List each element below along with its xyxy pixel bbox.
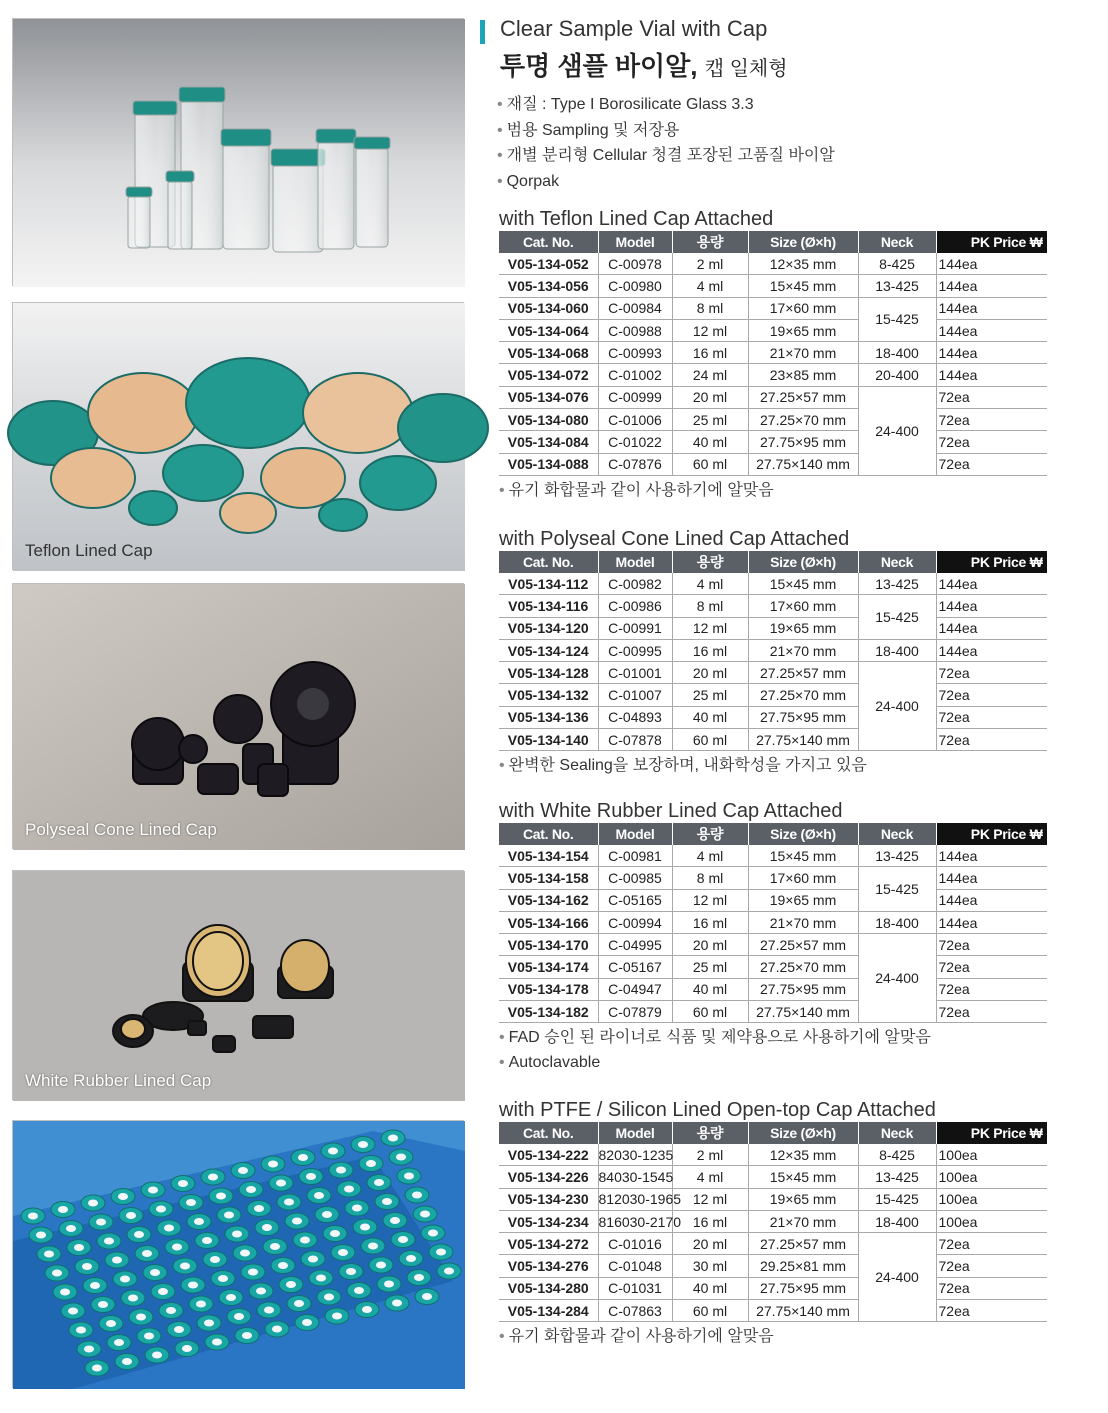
section-title: with Polyseal Cone Lined Cap Attached bbox=[499, 528, 850, 550]
table-row bbox=[499, 319, 1047, 341]
col-size: Size (Ø×h) bbox=[748, 1122, 858, 1144]
table-row bbox=[499, 867, 1047, 889]
cell-cat: V05-134-154 bbox=[499, 845, 598, 867]
cell-cat: V05-134-072 bbox=[499, 364, 598, 386]
cell-vol: 12 ml bbox=[672, 889, 748, 911]
cell-size: 27.25×57 mm bbox=[748, 934, 858, 956]
cell-vol: 60 ml bbox=[672, 1001, 748, 1023]
cell-size: 21×70 mm bbox=[748, 1210, 858, 1232]
cell-price: 72ea bbox=[936, 729, 1047, 751]
cell-vol: 60 ml bbox=[672, 729, 748, 751]
cell-cat: V05-134-088 bbox=[499, 453, 598, 475]
cell-cat: V05-134-226 bbox=[499, 1166, 598, 1188]
cell-size: 27.25×70 mm bbox=[748, 956, 858, 978]
cell-size: 19×65 mm bbox=[748, 617, 858, 639]
table-row bbox=[499, 617, 1047, 639]
cell-vol: 8 ml bbox=[672, 867, 748, 889]
cell-vol: 8 ml bbox=[672, 595, 748, 617]
cell-vol: 4 ml bbox=[672, 1166, 748, 1188]
cell-cat: V05-134-280 bbox=[499, 1277, 598, 1299]
section-teflon bbox=[499, 207, 1047, 503]
cell-vol: 30 ml bbox=[672, 1255, 748, 1277]
cell-cat: V05-134-170 bbox=[499, 934, 598, 956]
col-size: Size (Ø×h) bbox=[748, 823, 858, 845]
cell-vol: 16 ml bbox=[672, 911, 748, 933]
cell-price: 144ea bbox=[936, 595, 1047, 617]
product-table bbox=[499, 823, 1048, 1023]
cell-price: 72ea bbox=[936, 386, 1047, 408]
cell-neck: 13-425 bbox=[858, 845, 936, 867]
section-note: • 유기 화합물과 같이 사용하기에 알맞음 bbox=[499, 1324, 1047, 1349]
section-note: • FAD 승인 된 라이너로 식품 및 제약용으로 사용하기에 알맞음 bbox=[499, 1025, 1047, 1050]
cell-model: C-01002 bbox=[598, 364, 672, 386]
table-row bbox=[499, 934, 1047, 956]
photo-teflon-cap bbox=[12, 302, 464, 570]
cell-price: 144ea bbox=[936, 364, 1047, 386]
cell-size: 19×65 mm bbox=[748, 1188, 858, 1210]
cell-model: C-00988 bbox=[598, 319, 672, 341]
cell-price: 100ea bbox=[936, 1188, 1047, 1210]
polyseal-caption: Polyseal Cone Lined Cap bbox=[25, 820, 217, 839]
cell-cat: V05-134-128 bbox=[499, 662, 598, 684]
table-row bbox=[499, 431, 1047, 453]
table-row bbox=[499, 595, 1047, 617]
col-pk-price: PK Price ₩ bbox=[936, 551, 1047, 573]
section-ptfe-silicon bbox=[499, 1098, 1047, 1349]
cell-size: 19×65 mm bbox=[748, 319, 858, 341]
table-row bbox=[499, 662, 1047, 684]
cell-size: 21×70 mm bbox=[748, 639, 858, 661]
cell-vol: 40 ml bbox=[672, 978, 748, 1000]
cell-cat: V05-134-166 bbox=[499, 911, 598, 933]
cell-model: C-07879 bbox=[598, 1001, 672, 1023]
cell-cat: V05-134-182 bbox=[499, 1001, 598, 1023]
cell-size: 29.25×81 mm bbox=[748, 1255, 858, 1277]
photo-rubber-cap bbox=[12, 870, 464, 1100]
table-row bbox=[499, 729, 1047, 751]
cell-price: 144ea bbox=[936, 297, 1047, 319]
cell-vol: 2 ml bbox=[672, 253, 748, 275]
cell-neck: 15-425 bbox=[858, 595, 936, 640]
cell-neck: 15-425 bbox=[858, 867, 936, 912]
cell-price: 144ea bbox=[936, 617, 1047, 639]
cell-neck: 18-400 bbox=[858, 639, 936, 661]
product-table bbox=[499, 1122, 1048, 1322]
feature-list bbox=[497, 92, 835, 194]
col-volume: 용량 bbox=[672, 231, 748, 253]
cell-price: 72ea bbox=[936, 453, 1047, 475]
cell-cat: V05-134-112 bbox=[499, 573, 598, 595]
table-row bbox=[499, 1166, 1047, 1188]
table-row bbox=[499, 1210, 1047, 1232]
cell-vol: 20 ml bbox=[672, 1233, 748, 1255]
cell-size: 21×70 mm bbox=[748, 911, 858, 933]
cell-model: C-04995 bbox=[598, 934, 672, 956]
cell-price: 144ea bbox=[936, 911, 1047, 933]
cell-model: C-00978 bbox=[598, 253, 672, 275]
cell-vol: 16 ml bbox=[672, 639, 748, 661]
cell-cat: V05-134-084 bbox=[499, 431, 598, 453]
col-neck: Neck bbox=[858, 1122, 936, 1144]
table-row bbox=[499, 573, 1047, 595]
cell-neck: 24-400 bbox=[858, 386, 936, 475]
col-size: Size (Ø×h) bbox=[748, 231, 858, 253]
cell-price: 144ea bbox=[936, 867, 1047, 889]
col-neck: Neck bbox=[858, 551, 936, 573]
cell-vol: 24 ml bbox=[672, 364, 748, 386]
cell-neck: 20-400 bbox=[858, 364, 936, 386]
cell-model: C-01016 bbox=[598, 1233, 672, 1255]
cell-model: C-01007 bbox=[598, 684, 672, 706]
polyseal-caps-illustration bbox=[13, 584, 465, 850]
feature-item: • 개별 분리형 Cellular 청결 포장된 고품질 바이알 bbox=[497, 143, 835, 169]
table-row bbox=[499, 386, 1047, 408]
cell-size: 21×70 mm bbox=[748, 342, 858, 364]
cell-model: C-01001 bbox=[598, 662, 672, 684]
cell-model: C-00999 bbox=[598, 386, 672, 408]
col-neck: Neck bbox=[858, 823, 936, 845]
cell-model: C-05165 bbox=[598, 889, 672, 911]
page-title-en: Clear Sample Vial with Cap bbox=[500, 16, 768, 41]
cell-price: 72ea bbox=[936, 1001, 1047, 1023]
cell-vol: 60 ml bbox=[672, 453, 748, 475]
cell-price: 72ea bbox=[936, 934, 1047, 956]
cell-model: C-01048 bbox=[598, 1255, 672, 1277]
cell-vol: 16 ml bbox=[672, 1210, 748, 1232]
cell-model: 812030-1965 bbox=[598, 1188, 672, 1210]
cell-size: 27.25×70 mm bbox=[748, 684, 858, 706]
cell-neck: 15-425 bbox=[858, 297, 936, 342]
cell-price: 72ea bbox=[936, 956, 1047, 978]
cell-size: 27.75×95 mm bbox=[748, 978, 858, 1000]
cell-cat: V05-134-052 bbox=[499, 253, 598, 275]
table-row bbox=[499, 453, 1047, 475]
col-cat-no: Cat. No. bbox=[499, 551, 598, 573]
cell-cat: V05-134-056 bbox=[499, 275, 598, 297]
col-volume: 용량 bbox=[672, 823, 748, 845]
cell-neck: 24-400 bbox=[858, 934, 936, 1023]
cell-size: 27.75×95 mm bbox=[748, 706, 858, 728]
cell-model: C-00993 bbox=[598, 342, 672, 364]
col-cat-no: Cat. No. bbox=[499, 823, 598, 845]
col-model: Model bbox=[598, 551, 672, 573]
cell-vol: 25 ml bbox=[672, 956, 748, 978]
cell-size: 27.25×57 mm bbox=[748, 662, 858, 684]
rubber-caps-illustration bbox=[13, 871, 465, 1101]
cell-vol: 2 ml bbox=[672, 1144, 748, 1166]
cell-vol: 20 ml bbox=[672, 386, 748, 408]
col-size: Size (Ø×h) bbox=[748, 551, 858, 573]
cell-model: C-00991 bbox=[598, 617, 672, 639]
cell-cat: V05-134-284 bbox=[499, 1300, 598, 1322]
cell-vol: 12 ml bbox=[672, 1188, 748, 1210]
cell-model: C-01006 bbox=[598, 409, 672, 431]
feature-item: • Qorpak bbox=[497, 169, 835, 195]
cell-price: 72ea bbox=[936, 409, 1047, 431]
cell-price: 100ea bbox=[936, 1144, 1047, 1166]
cell-neck: 13-425 bbox=[858, 573, 936, 595]
cell-vol: 12 ml bbox=[672, 319, 748, 341]
cell-cat: V05-134-178 bbox=[499, 978, 598, 1000]
photo-vial-box bbox=[12, 1120, 464, 1388]
cell-price: 72ea bbox=[936, 978, 1047, 1000]
cell-price: 72ea bbox=[936, 1277, 1047, 1299]
cell-cat: V05-134-064 bbox=[499, 319, 598, 341]
table-row bbox=[499, 889, 1047, 911]
cell-cat: V05-134-080 bbox=[499, 409, 598, 431]
cell-vol: 20 ml bbox=[672, 662, 748, 684]
cell-price: 72ea bbox=[936, 1233, 1047, 1255]
cell-size: 15×45 mm bbox=[748, 275, 858, 297]
table-row bbox=[499, 911, 1047, 933]
cell-price: 72ea bbox=[936, 1300, 1047, 1322]
table-row bbox=[499, 684, 1047, 706]
cell-size: 12×35 mm bbox=[748, 253, 858, 275]
cell-model: C-01022 bbox=[598, 431, 672, 453]
col-volume: 용량 bbox=[672, 1122, 748, 1144]
table-row bbox=[499, 1144, 1047, 1166]
cell-neck: 18-400 bbox=[858, 342, 936, 364]
table-row bbox=[499, 1255, 1047, 1277]
col-pk-price: PK Price ₩ bbox=[936, 1122, 1047, 1144]
cell-size: 27.25×57 mm bbox=[748, 386, 858, 408]
cell-cat: V05-134-276 bbox=[499, 1255, 598, 1277]
cell-vol: 16 ml bbox=[672, 342, 748, 364]
feature-item: • 재질 : Type I Borosilicate Glass 3.3 bbox=[497, 92, 835, 118]
cell-neck: 13-425 bbox=[858, 275, 936, 297]
table-row bbox=[499, 253, 1047, 275]
cell-size: 27.75×140 mm bbox=[748, 729, 858, 751]
cell-size: 27.75×95 mm bbox=[748, 431, 858, 453]
cell-cat: V05-134-116 bbox=[499, 595, 598, 617]
section-white-rubber bbox=[499, 799, 1047, 1075]
page-title-ko bbox=[500, 46, 788, 83]
cell-cat: V05-134-174 bbox=[499, 956, 598, 978]
cell-neck: 18-400 bbox=[858, 911, 936, 933]
cell-size: 17×60 mm bbox=[748, 595, 858, 617]
col-model: Model bbox=[598, 231, 672, 253]
cell-model: C-00980 bbox=[598, 275, 672, 297]
table-row bbox=[499, 1001, 1047, 1023]
cell-model: C-00982 bbox=[598, 573, 672, 595]
cell-cat: V05-134-234 bbox=[499, 1210, 598, 1232]
col-model: Model bbox=[598, 1122, 672, 1144]
col-pk-price: PK Price ₩ bbox=[936, 231, 1047, 253]
cell-vol: 20 ml bbox=[672, 934, 748, 956]
cell-vol: 12 ml bbox=[672, 617, 748, 639]
cell-neck: 13-425 bbox=[858, 1166, 936, 1188]
table-row bbox=[499, 956, 1047, 978]
section-note: • Autoclavable bbox=[499, 1050, 1047, 1075]
cell-vol: 4 ml bbox=[672, 845, 748, 867]
cell-model: C-07876 bbox=[598, 453, 672, 475]
col-model: Model bbox=[598, 823, 672, 845]
cell-cat: V05-134-124 bbox=[499, 639, 598, 661]
cell-model: C-07878 bbox=[598, 729, 672, 751]
cell-model: C-04893 bbox=[598, 706, 672, 728]
cell-model: C-05167 bbox=[598, 956, 672, 978]
cell-cat: V05-134-132 bbox=[499, 684, 598, 706]
cell-model: C-00981 bbox=[598, 845, 672, 867]
title-ko-sub: 캡 일체형 bbox=[704, 58, 788, 80]
table-row bbox=[499, 1277, 1047, 1299]
product-table bbox=[499, 551, 1048, 751]
cell-model: C-00986 bbox=[598, 595, 672, 617]
cell-cat: V05-134-230 bbox=[499, 1188, 598, 1210]
rubber-caption: White Rubber Lined Cap bbox=[25, 1071, 212, 1090]
cell-model: C-00984 bbox=[598, 297, 672, 319]
cell-model: 82030-1235 bbox=[598, 1144, 672, 1166]
cell-price: 100ea bbox=[936, 1210, 1047, 1232]
photo-polyseal-cap bbox=[12, 583, 464, 849]
cell-model: C-00994 bbox=[598, 911, 672, 933]
section-title: with Teflon Lined Cap Attached bbox=[499, 208, 774, 230]
cell-size: 27.75×140 mm bbox=[748, 1001, 858, 1023]
table-row bbox=[499, 297, 1047, 319]
cell-cat: V05-134-272 bbox=[499, 1233, 598, 1255]
cell-size: 15×45 mm bbox=[748, 1166, 858, 1188]
vial-box-illustration bbox=[13, 1121, 465, 1389]
cell-size: 27.75×140 mm bbox=[748, 1300, 858, 1322]
col-volume: 용량 bbox=[672, 551, 748, 573]
section-polyseal bbox=[499, 527, 1047, 778]
cell-price: 72ea bbox=[936, 706, 1047, 728]
table-row bbox=[499, 1188, 1047, 1210]
cell-neck: 8-425 bbox=[858, 1144, 936, 1166]
cell-model: C-00995 bbox=[598, 639, 672, 661]
cell-cat: V05-134-136 bbox=[499, 706, 598, 728]
cell-price: 144ea bbox=[936, 275, 1047, 297]
feature-item: • 범용 Sampling 및 저장용 bbox=[497, 118, 835, 144]
cell-size: 17×60 mm bbox=[748, 867, 858, 889]
cell-price: 144ea bbox=[936, 845, 1047, 867]
col-cat-no: Cat. No. bbox=[499, 231, 598, 253]
cell-vol: 25 ml bbox=[672, 409, 748, 431]
title-ko-main: 투명 샘플 바이알, bbox=[500, 51, 698, 81]
cell-model: C-07863 bbox=[598, 1300, 672, 1322]
cell-vol: 4 ml bbox=[672, 573, 748, 595]
table-row bbox=[499, 342, 1047, 364]
cell-price: 100ea bbox=[936, 1166, 1047, 1188]
cell-vol: 40 ml bbox=[672, 431, 748, 453]
photo-vials bbox=[12, 18, 464, 286]
cell-model: C-00985 bbox=[598, 867, 672, 889]
cell-vol: 8 ml bbox=[672, 297, 748, 319]
cell-vol: 40 ml bbox=[672, 1277, 748, 1299]
section-note: • 유기 화합물과 같이 사용하기에 알맞음 bbox=[499, 478, 1047, 503]
cell-price: 144ea bbox=[936, 319, 1047, 341]
col-pk-price: PK Price ₩ bbox=[936, 823, 1047, 845]
cell-price: 144ea bbox=[936, 573, 1047, 595]
cell-price: 72ea bbox=[936, 662, 1047, 684]
cell-neck: 8-425 bbox=[858, 253, 936, 275]
cell-neck: 24-400 bbox=[858, 1233, 936, 1322]
cell-cat: V05-134-060 bbox=[499, 297, 598, 319]
col-cat-no: Cat. No. bbox=[499, 1122, 598, 1144]
cell-size: 27.75×140 mm bbox=[748, 453, 858, 475]
cell-cat: V05-134-140 bbox=[499, 729, 598, 751]
cell-model: C-01031 bbox=[598, 1277, 672, 1299]
cell-size: 19×65 mm bbox=[748, 889, 858, 911]
cell-neck: 18-400 bbox=[858, 1210, 936, 1232]
table-row bbox=[499, 1300, 1047, 1322]
table-row bbox=[499, 364, 1047, 386]
table-row bbox=[499, 706, 1047, 728]
cell-price: 144ea bbox=[936, 889, 1047, 911]
cell-size: 27.75×95 mm bbox=[748, 1277, 858, 1299]
section-title: with PTFE / Silicon Lined Open-top Cap Attached bbox=[499, 1099, 936, 1121]
cell-price: 72ea bbox=[936, 1255, 1047, 1277]
cell-size: 27.25×70 mm bbox=[748, 409, 858, 431]
vials-illustration bbox=[13, 19, 465, 287]
col-neck: Neck bbox=[858, 231, 936, 253]
table-row bbox=[499, 1233, 1047, 1255]
teflon-caps-illustration bbox=[13, 303, 465, 571]
product-table bbox=[499, 231, 1048, 476]
cell-size: 23×85 mm bbox=[748, 364, 858, 386]
cell-size: 27.25×57 mm bbox=[748, 1233, 858, 1255]
cell-size: 17×60 mm bbox=[748, 297, 858, 319]
cell-cat: V05-134-162 bbox=[499, 889, 598, 911]
cell-vol: 60 ml bbox=[672, 1300, 748, 1322]
table-row bbox=[499, 978, 1047, 1000]
table-row bbox=[499, 639, 1047, 661]
teflon-caption: Teflon Lined Cap bbox=[25, 541, 153, 560]
cell-model: C-04947 bbox=[598, 978, 672, 1000]
cell-price: 144ea bbox=[936, 253, 1047, 275]
cell-price: 72ea bbox=[936, 684, 1047, 706]
cell-size: 12×35 mm bbox=[748, 1144, 858, 1166]
cell-vol: 4 ml bbox=[672, 275, 748, 297]
cell-neck: 15-425 bbox=[858, 1188, 936, 1210]
title-accent-bar bbox=[480, 20, 485, 44]
table-row bbox=[499, 275, 1047, 297]
cell-size: 15×45 mm bbox=[748, 573, 858, 595]
section-title: with White Rubber Lined Cap Attached bbox=[499, 800, 843, 822]
section-note: • 완벽한 Sealing을 보장하며, 내화학성을 가지고 있음 bbox=[499, 753, 1047, 778]
cell-cat: V05-134-068 bbox=[499, 342, 598, 364]
cell-vol: 25 ml bbox=[672, 684, 748, 706]
cell-price: 144ea bbox=[936, 342, 1047, 364]
cell-cat: V05-134-158 bbox=[499, 867, 598, 889]
cell-model: 816030-2170 bbox=[598, 1210, 672, 1232]
cell-neck: 24-400 bbox=[858, 662, 936, 751]
cell-size: 15×45 mm bbox=[748, 845, 858, 867]
cell-price: 72ea bbox=[936, 431, 1047, 453]
cell-model: 84030-1545 bbox=[598, 1166, 672, 1188]
table-row bbox=[499, 409, 1047, 431]
cell-price: 144ea bbox=[936, 639, 1047, 661]
cell-cat: V05-134-076 bbox=[499, 386, 598, 408]
table-row bbox=[499, 845, 1047, 867]
cell-cat: V05-134-222 bbox=[499, 1144, 598, 1166]
cell-cat: V05-134-120 bbox=[499, 617, 598, 639]
cell-vol: 40 ml bbox=[672, 706, 748, 728]
